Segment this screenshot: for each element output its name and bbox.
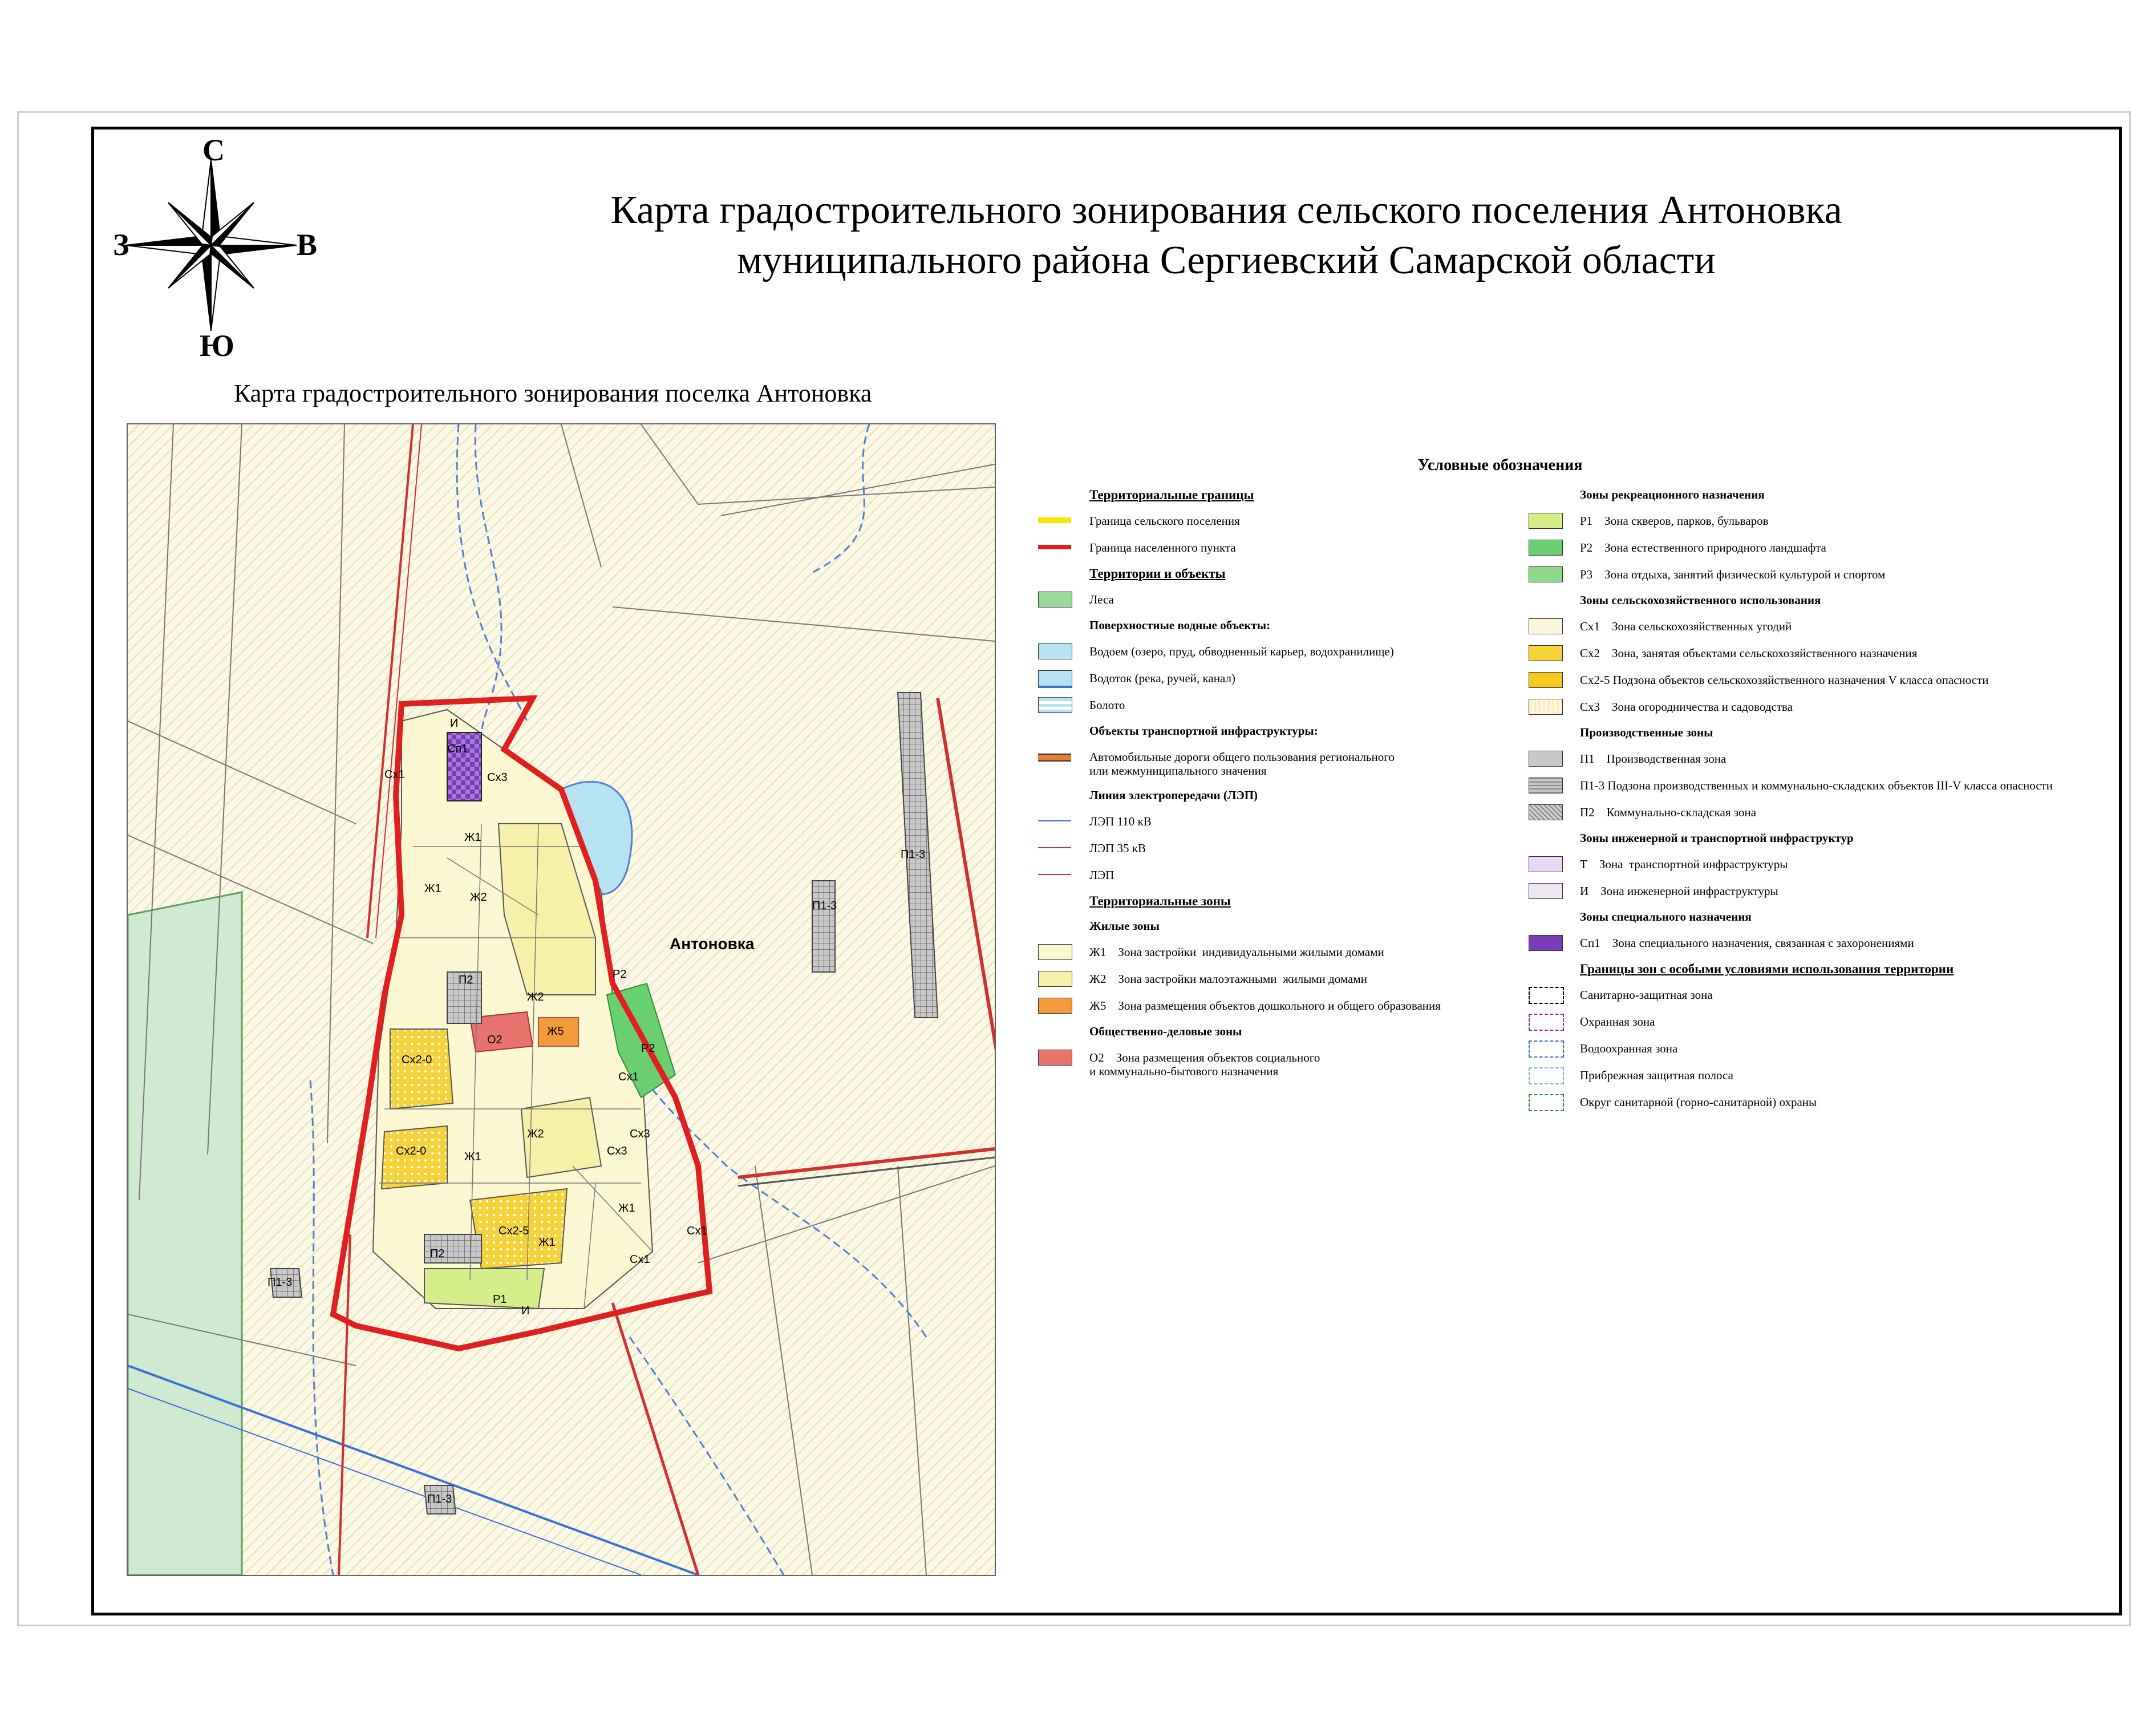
legend-swatch bbox=[1038, 971, 1072, 987]
legend-item-label: Ж2 Зона застройки малоэтажными жилыми домами bbox=[1089, 972, 1367, 986]
zone-label: Сх1 bbox=[618, 1071, 639, 1083]
zone-label: Сп1 bbox=[447, 743, 468, 755]
legend-item-label: Округ санитарной (горно-санитарной) охраны bbox=[1580, 1095, 1817, 1109]
zone-label: Сх3 bbox=[607, 1145, 627, 1157]
map-subtitle: Карта градостроительного зонирования поселка Антоновка bbox=[234, 379, 872, 407]
legend-swatch bbox=[1038, 754, 1071, 762]
legend-item bbox=[1038, 867, 1529, 884]
legend-item-label: Т Зона транспортной инфраструктуры bbox=[1580, 857, 1788, 871]
legend-item bbox=[1038, 670, 1529, 687]
legend-item bbox=[1038, 749, 1529, 778]
legend-swatch bbox=[1529, 540, 1563, 556]
legend-swatch bbox=[1038, 697, 1072, 713]
legend-swatch bbox=[1038, 820, 1071, 821]
zone-label: Сх2-0 bbox=[396, 1145, 427, 1157]
legend-item-label: Водоем (озеро, пруд, обводненный карьер, водохранилище) bbox=[1089, 645, 1394, 658]
legend-section-heading: Общественно-деловые зоны bbox=[1089, 1025, 1242, 1038]
legend-item-label: П1-3 Подзона производственных и коммунально-складских объектов III-V класса опасности bbox=[1580, 779, 2053, 792]
zone-label: И bbox=[521, 1305, 530, 1317]
legend-item bbox=[1529, 540, 2099, 557]
zone-label: Р1 bbox=[493, 1293, 507, 1306]
legend-swatch bbox=[1529, 699, 1563, 715]
legend-item-label: Ж1 Зона застройки индивидуальными жилыми домами bbox=[1089, 945, 1384, 959]
legend-item-label: Сп1 Зона специального назначения, связанная с захоронениями bbox=[1580, 936, 1914, 950]
legend-swatch bbox=[1529, 1094, 1564, 1111]
legend-item bbox=[1529, 699, 2099, 716]
zone-label: П1-3 bbox=[268, 1276, 293, 1289]
legend-section-heading: Зоны рекреационного назначения bbox=[1580, 488, 1765, 501]
legend-item bbox=[1529, 856, 2099, 873]
zone-label: Ж2 bbox=[470, 891, 487, 904]
zone-label: П1-3 bbox=[812, 900, 837, 912]
legend-title: Условные обозначения bbox=[1417, 456, 1583, 474]
legend-swatch bbox=[1038, 998, 1072, 1014]
legend-section-heading: Производственные зоны bbox=[1580, 726, 1713, 739]
legend-item-label: Прибрежная защитная полоса bbox=[1580, 1068, 1733, 1082]
legend-section-heading: Линия электропередачи (ЛЭП) bbox=[1089, 788, 1258, 802]
zone-sx2-0-south bbox=[382, 1126, 447, 1189]
legend-item-label: И Зона инженерной инфраструктуры bbox=[1580, 884, 1778, 898]
legend-item-label: Р3 Зона отдыха, занятий физической культурой и спортом bbox=[1580, 568, 1886, 581]
legend-item bbox=[1038, 592, 1529, 609]
legend-swatch bbox=[1529, 987, 1564, 1004]
title-line-1: Карта градостроительного зонирования сельского поселения Антоновка bbox=[610, 188, 1842, 232]
legend-swatch bbox=[1529, 1067, 1564, 1084]
legend-item-label: Р2 Зона естественного природного ландшафта bbox=[1580, 541, 1826, 554]
legend-swatch bbox=[1529, 566, 1563, 582]
legend-swatch bbox=[1529, 1040, 1564, 1058]
legend-item-label: Санитарно-защитная зона bbox=[1580, 988, 1713, 1002]
legend-section-heading: Зоны инженерной и транспортной инфраструктур bbox=[1580, 831, 1854, 845]
zoning-map[interactable] bbox=[127, 423, 996, 1576]
zone-label: И bbox=[450, 717, 459, 730]
legend-swatch bbox=[1038, 1050, 1072, 1066]
zone-sx2-0-north bbox=[390, 1029, 453, 1109]
legend-swatch bbox=[1038, 944, 1072, 960]
legend-item-label: ЛЭП 110 кВ bbox=[1089, 815, 1152, 828]
legend-swatch bbox=[1529, 883, 1563, 899]
legend-item-label: Сх3 Зона огородничества и садоводства bbox=[1580, 700, 1793, 714]
legend-item bbox=[1038, 540, 1529, 557]
compass-south-label: Ю bbox=[200, 329, 234, 363]
legend-item bbox=[1529, 778, 2099, 795]
legend-item bbox=[1038, 998, 1529, 1015]
legend-item bbox=[1529, 751, 2099, 768]
legend-swatch bbox=[1038, 643, 1072, 659]
compass-north-label: С bbox=[202, 133, 225, 167]
legend-right-column bbox=[1529, 488, 2099, 1172]
legend-item bbox=[1038, 697, 1529, 714]
zone-label: Ж5 bbox=[547, 1025, 564, 1038]
page-title bbox=[399, 185, 2053, 286]
zone-label: Ж1 bbox=[464, 1151, 481, 1163]
legend-item-label: ЛЭП bbox=[1089, 868, 1115, 882]
industrial-block bbox=[812, 881, 835, 972]
legend-item bbox=[1529, 566, 2099, 584]
legend-item bbox=[1529, 1094, 2099, 1111]
zone-label: Ж1 bbox=[618, 1202, 635, 1214]
legend-item-label: Водоохранная зона bbox=[1580, 1042, 1678, 1055]
legend-item bbox=[1529, 987, 2099, 1004]
zone-label: Ж1 bbox=[424, 882, 441, 895]
legend-item-label: Ж5 Зона размещения объектов дошкольного и общего образования bbox=[1089, 999, 1441, 1013]
legend-item-label: Водоток (река, ручей, канал) bbox=[1089, 671, 1235, 685]
legend-section-heading: Территории и объекты bbox=[1089, 566, 1226, 581]
zone-label: Сх1 bbox=[630, 1253, 650, 1266]
legend-item-label: Р1 Зона скверов, парков, бульваров bbox=[1580, 514, 1769, 528]
zone-label: Ж2 bbox=[527, 1128, 544, 1140]
legend-item-label: Сх2-5 Подзона объектов сельскохозяйственного назначения V класса опасности bbox=[1580, 673, 1989, 687]
legend-item-label: ЛЭП 35 кВ bbox=[1089, 841, 1146, 855]
settlement-name-label: Антоновка bbox=[670, 935, 755, 953]
legend-item-label: О2 Зона размещения объектов социального и коммунально-бытового назначения bbox=[1089, 1051, 1320, 1078]
zone-label: Сх1 bbox=[384, 768, 405, 781]
legend-swatch bbox=[1529, 618, 1563, 634]
legend-item bbox=[1038, 944, 1529, 961]
legend-swatch bbox=[1529, 778, 1563, 793]
legend-item bbox=[1529, 1040, 2099, 1058]
forest-area bbox=[128, 892, 242, 1575]
zone-label: Ж2 bbox=[527, 991, 544, 1003]
zone-label: Р2 bbox=[641, 1042, 655, 1055]
legend-section-heading: Территориальные границы bbox=[1089, 488, 1254, 502]
legend-item-label: Охранная зона bbox=[1580, 1015, 1655, 1028]
legend-swatch bbox=[1038, 847, 1071, 848]
legend-section-heading: Зоны специального назначения bbox=[1580, 910, 1752, 924]
legend-item bbox=[1038, 840, 1529, 857]
legend-swatch bbox=[1529, 513, 1563, 529]
legend-swatch bbox=[1529, 672, 1563, 688]
zone-label: Ж1 bbox=[538, 1236, 556, 1249]
legend-item bbox=[1529, 513, 2099, 530]
title-line-2: муниципального района Сергиевский Самарской области bbox=[737, 238, 1716, 282]
zone-label: П1-3 bbox=[901, 848, 926, 861]
legend-item bbox=[1529, 1067, 2099, 1084]
legend-item bbox=[1038, 513, 1529, 530]
legend-swatch bbox=[1038, 592, 1072, 608]
legend-left-column bbox=[1038, 488, 1529, 1172]
legend-item bbox=[1529, 645, 2099, 662]
compass-east-label: В bbox=[297, 228, 318, 262]
zone-label: Р2 bbox=[613, 968, 627, 981]
legend-item-label: Сх1 Зона сельскохозяйственных угодий bbox=[1580, 619, 1792, 633]
legend-item bbox=[1038, 1050, 1529, 1078]
legend-item-label: Сх2 Зона, занятая объектами сельскохозяйственного назначения bbox=[1580, 646, 1918, 660]
legend-item bbox=[1038, 813, 1529, 831]
legend-item bbox=[1038, 971, 1529, 988]
legend-swatch bbox=[1529, 1014, 1564, 1031]
legend-swatch bbox=[1529, 856, 1563, 872]
legend-section-heading: Жилые зоны bbox=[1089, 919, 1160, 933]
compass-west-label: З bbox=[113, 228, 129, 262]
legend-item-label: П2 Коммунально-складская зона bbox=[1580, 805, 1757, 819]
zone-r1 bbox=[424, 1269, 544, 1309]
legend-item bbox=[1529, 804, 2099, 821]
legend-swatch bbox=[1038, 670, 1072, 688]
map-legend bbox=[1038, 456, 2110, 1169]
zone-label: П2 bbox=[430, 1248, 445, 1260]
legend-swatch bbox=[1038, 545, 1071, 549]
legend-section-heading: Зоны сельскохозяйственного использования bbox=[1580, 593, 1821, 607]
legend-swatch bbox=[1529, 935, 1563, 951]
legend-item bbox=[1529, 672, 2099, 689]
zone-label: Сх3 bbox=[630, 1128, 650, 1140]
zone-label: Сх1 bbox=[687, 1225, 707, 1237]
legend-item-label: Автомобильные дороги общего пользования регионального или межмуниципального значения bbox=[1089, 750, 1395, 778]
zone-label: П2 bbox=[459, 974, 473, 986]
zone-label: Сх2-5 bbox=[499, 1225, 529, 1237]
legend-item bbox=[1529, 883, 2099, 900]
legend-section-heading: Границы зон с особыми условиями использования территории bbox=[1580, 962, 1954, 976]
zone-label: О2 bbox=[487, 1034, 502, 1046]
compass-rose bbox=[108, 125, 318, 365]
zone-label: П1-3 bbox=[427, 1493, 452, 1505]
zone-label: Ж1 bbox=[464, 831, 481, 844]
legend-item-label: П1 Производственная зона bbox=[1580, 752, 1727, 766]
legend-swatch bbox=[1038, 517, 1071, 523]
legend-section-heading: Объекты транспортной инфраструктуры: bbox=[1089, 724, 1318, 738]
legend-item bbox=[1529, 935, 2099, 952]
legend-item bbox=[1038, 643, 1529, 661]
legend-section-heading: Поверхностные водные объекты: bbox=[1089, 618, 1271, 632]
zone-label: Сх3 bbox=[487, 771, 508, 784]
zone-label: Сх2-0 bbox=[402, 1054, 432, 1066]
legend-swatch bbox=[1529, 645, 1563, 661]
legend-item-label: Граница населенного пункта bbox=[1089, 541, 1236, 554]
legend-section-heading: Территориальные зоны bbox=[1089, 894, 1231, 908]
legend-item bbox=[1529, 1014, 2099, 1031]
legend-item-label: Болото bbox=[1089, 698, 1125, 712]
legend-item-label: Леса bbox=[1089, 593, 1114, 606]
legend-swatch bbox=[1529, 751, 1563, 767]
legend-item bbox=[1529, 618, 2099, 635]
legend-swatch bbox=[1038, 874, 1071, 875]
legend-item-label: Граница сельского поселения bbox=[1089, 514, 1240, 528]
legend-swatch bbox=[1529, 804, 1563, 820]
